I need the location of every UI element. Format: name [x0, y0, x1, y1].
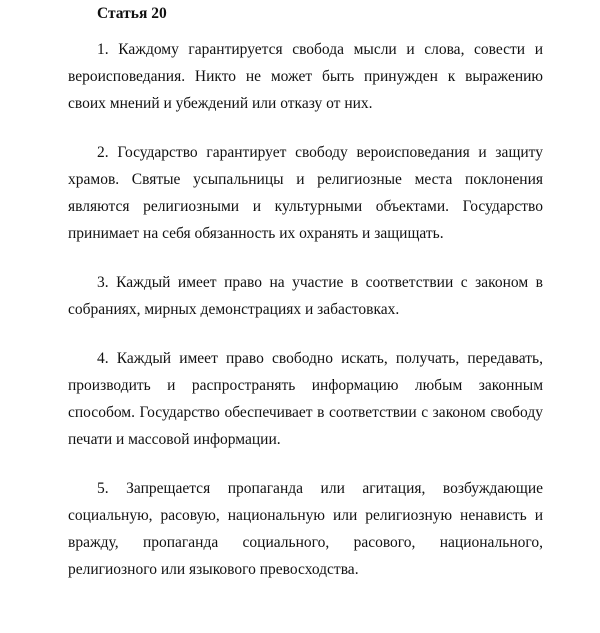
article-paragraph-4: 4. Каждый имеет право свободно искать, получать, передавать, производить и распространять информацию любым законным способом. Государство обеспечивает в соответствии с законом свободу печати и массовой информации.	[68, 350, 543, 448]
article-paragraph-2: 2. Государство гарантирует свободу вероисповедания и защиту храмов. Святые усыпальницы и религиозные места поклонения являются религиозными и культурными объектами. Государство принимает на себя обязанность их охранять и защищать.	[68, 144, 543, 242]
article-paragraph-3: 3. Каждый имеет право на участие в соответствии с законом в собраниях, мирных демонстрациях и забастовках.	[68, 274, 543, 318]
article-paragraph-1: 1. Каждому гарантируется свобода мысли и слова, совести и вероисповедания. Никто не может быть принужден к выражению своих мнений и убеждений или отказу от них.	[68, 41, 543, 112]
article-body	[68, 36, 543, 583]
article-paragraph-5: 5. Запрещается пропаганда или агитация, возбуждающие социальную, расовую, национальную или религиозную ненависть и вражду, пропаганда социального, расового, национального, религиозного или языкового превосходства.	[68, 480, 543, 578]
article-heading: Статья 20	[97, 5, 167, 22]
